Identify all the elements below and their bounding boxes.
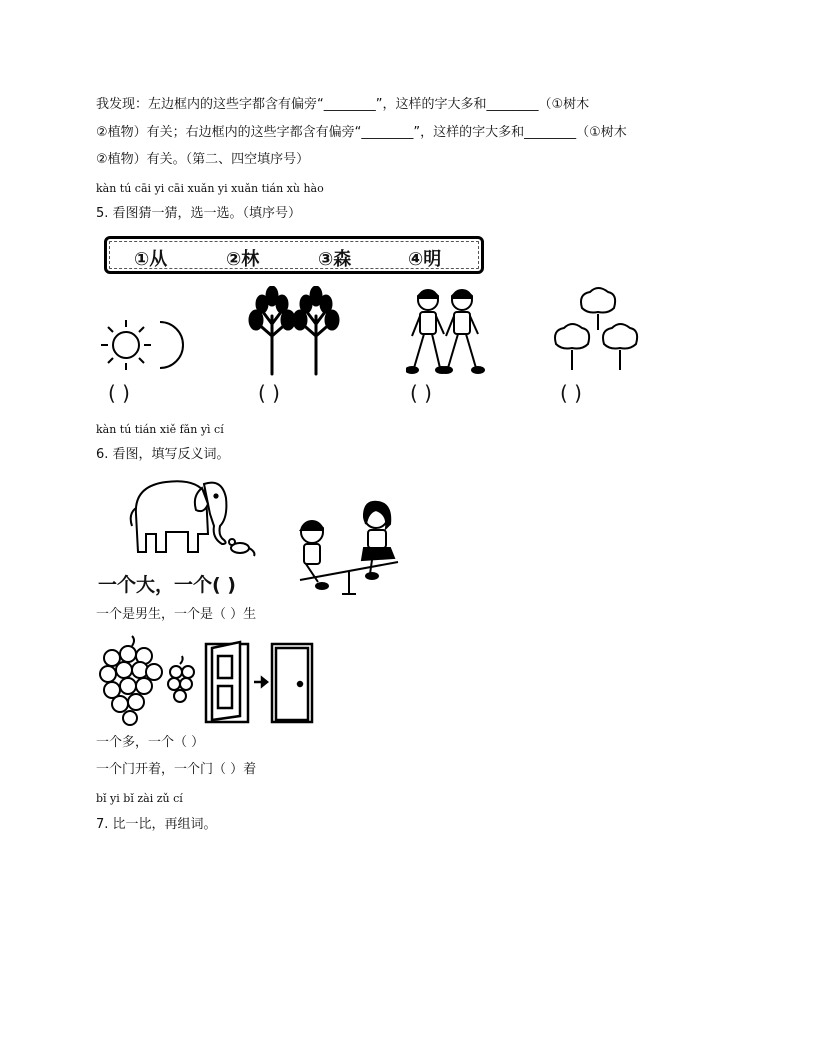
q7-title: 7. 比一比，再组词。: [96, 817, 217, 832]
answer-blank-3[interactable]: ( ): [410, 381, 432, 405]
sun-moon-icon: [98, 316, 188, 374]
q5-title: 5. 看图猜一猜，选一选。（填序号）: [96, 206, 302, 221]
q6-title: 6. 看图，填写反义词。: [96, 447, 230, 462]
two-people-icon: [406, 288, 490, 376]
option-2: ②林: [226, 249, 260, 270]
q5-pinyin: kàn tú cāi yi cāi xuǎn yi xuǎn tián xù hào: [96, 182, 324, 195]
q4-line-3: ②植物）有关。（第二、四空填序号）: [96, 152, 310, 167]
q6-pinyin: kàn tú tián xiě fǎn yì cí: [96, 423, 224, 436]
q6-gender-line: 一个是男生，一个是（ ）生: [96, 607, 257, 622]
q6-door-line: 一个门开着，一个门（ ）着: [96, 762, 257, 777]
seesaw-children-icon: [292, 498, 404, 596]
elephant-mouse-icon: [126, 474, 258, 560]
q4-line-1: 我发现：左边框内的这些字都含有偏旁“________”，这样的字大多和________（①树木: [96, 97, 590, 112]
three-trees-icon: [552, 286, 644, 376]
two-trees-icon: [246, 286, 342, 376]
answer-blank-1[interactable]: ( ): [108, 381, 130, 405]
option-3: ③森: [318, 249, 352, 270]
q7-pinyin: bǐ yi bǐ zài zǔ cí: [96, 792, 183, 805]
q6-many-line: 一个多，一个（ ）: [96, 735, 205, 750]
doors-icon: [204, 640, 316, 724]
grapes-icon: [98, 634, 200, 726]
option-1: ①从: [134, 249, 168, 270]
big-small-caption: 一个大，一个( ): [98, 574, 236, 596]
answer-blank-4[interactable]: ( ): [560, 381, 582, 405]
answer-blank-2[interactable]: ( ): [258, 381, 280, 405]
q4-line-2: ②植物）有关；右边框内的这些字都含有偏旁“________”，这样的字大多和________（①树木: [96, 125, 627, 140]
option-4: ④明: [408, 249, 442, 270]
